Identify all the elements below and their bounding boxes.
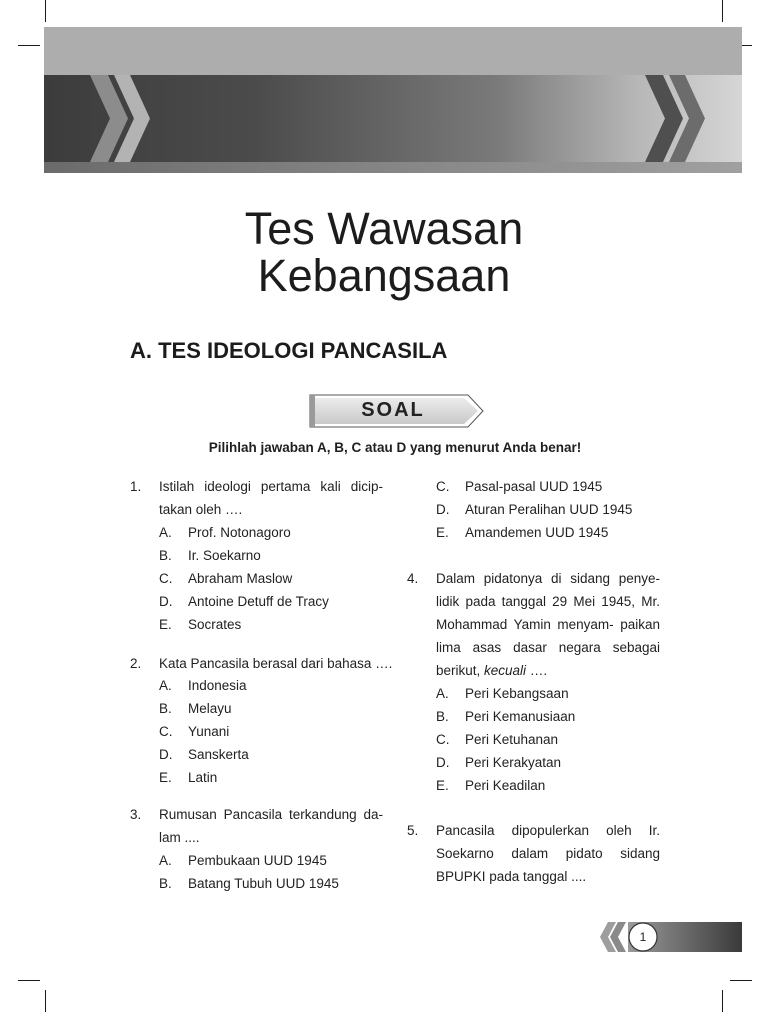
page-title [0, 205, 768, 299]
option-letter: D. [436, 502, 450, 517]
question-number: 4. [407, 571, 419, 586]
crop-mark [18, 45, 40, 46]
question-number: 3. [130, 807, 142, 822]
option-letter: A. [159, 853, 172, 868]
option-text: Indonesia [188, 678, 247, 693]
crop-mark [730, 980, 752, 981]
option-letter: B. [159, 876, 172, 891]
option-text: Antoine Detuff de Tracy [188, 594, 329, 609]
page-number-tab [598, 922, 742, 952]
page-title-line1: Tes Wawasan [244, 203, 524, 254]
option-letter: A. [436, 686, 449, 701]
option-text: Latin [188, 770, 218, 785]
instruction-text: Pilihlah jawaban A, B, C atau D yang menurut Anda benar! [208, 440, 582, 455]
crop-mark [45, 0, 46, 22]
option-letter: C. [159, 724, 173, 739]
option-text: Aturan Peralihan UUD 1945 [465, 502, 633, 517]
option-letter: A. [159, 525, 172, 540]
option-text: Prof. Notonagoro [188, 525, 291, 540]
option-text: Peri Kerakyatan [465, 755, 562, 770]
option-letter: A. [159, 678, 172, 693]
question-text-end: …. [526, 663, 548, 678]
question-number: 2. [130, 656, 142, 671]
question-text: Pancasila dipopulerkan oleh Ir. Soekarno dalam pidato sidang BPUPKI pada tanggal .... [436, 823, 660, 884]
question-number: 5. [407, 823, 419, 838]
question-text [436, 567, 660, 682]
header-banner-top [44, 27, 742, 75]
option-text: Melayu [188, 701, 232, 716]
option-letter: C. [436, 732, 450, 747]
option-text: Amandemen UUD 1945 [465, 525, 609, 540]
question-text: Istilah ideologi pertama kali dicip- takan oleh …. [159, 479, 383, 517]
question-3-continued [407, 475, 661, 545]
option-letter: E. [436, 778, 449, 793]
option-text: Yunani [188, 724, 230, 739]
option-text: Peri Kemanusiaan [465, 709, 576, 724]
chevron-left-decoration [90, 75, 160, 162]
header-banner-strip [44, 162, 742, 173]
question-text: Rumusan Pancasila terkandung da- lam .... [159, 807, 383, 845]
option-text: Peri Kebangsaan [465, 686, 569, 701]
option-text: Abraham Maslow [188, 571, 293, 586]
option-letter: C. [159, 571, 173, 586]
question-5 [407, 819, 661, 891]
question-number: 1. [130, 479, 142, 494]
question-3 [130, 803, 384, 895]
option-letter: D. [159, 594, 173, 609]
option-text: Pembukaan UUD 1945 [188, 853, 327, 868]
option-text: Batang Tubuh UUD 1945 [188, 876, 339, 891]
crop-mark [18, 980, 40, 981]
option-text: Ir. Soekarno [188, 548, 261, 563]
option-letter: B. [436, 709, 449, 724]
page-number: 1 [639, 930, 647, 944]
question-4 [407, 567, 661, 802]
section-heading: A. TES IDEOLOGI PANCASILA [130, 338, 448, 363]
option-letter: E. [436, 525, 449, 540]
option-letter: B. [159, 548, 172, 563]
option-letter: C. [436, 479, 450, 494]
question-1 [130, 475, 384, 635]
option-letter: E. [159, 617, 172, 632]
option-letter: D. [436, 755, 450, 770]
crop-mark [722, 990, 723, 1012]
option-letter: D. [159, 747, 173, 762]
page-title-line2: Kebangsaan [257, 250, 511, 301]
chevron-right-decoration [645, 75, 715, 162]
question-2 [130, 652, 393, 792]
crop-mark [45, 990, 46, 1012]
option-text: Peri Ketuhanan [465, 732, 559, 747]
soal-label: SOAL [361, 399, 425, 421]
question-text-main: Dalam pidatonya di sidang penye- lidik pada tanggal 29 Mei 1945, Mr. Mohammad Yamin menyam- paikan lima asas dasar negara sebagai berikut, [436, 571, 660, 678]
option-text: Sanskerta [188, 747, 249, 762]
option-text: Socrates [188, 617, 242, 632]
crop-mark [722, 0, 723, 22]
option-text: Pasal-pasal UUD 1945 [465, 479, 603, 494]
option-text: Peri Keadilan [465, 778, 546, 793]
question-text: Kata Pancasila berasal dari bahasa …. [159, 656, 393, 671]
question-text-emphasis: kecuali [484, 663, 527, 678]
option-letter: B. [159, 701, 172, 716]
option-letter: E. [159, 770, 172, 785]
